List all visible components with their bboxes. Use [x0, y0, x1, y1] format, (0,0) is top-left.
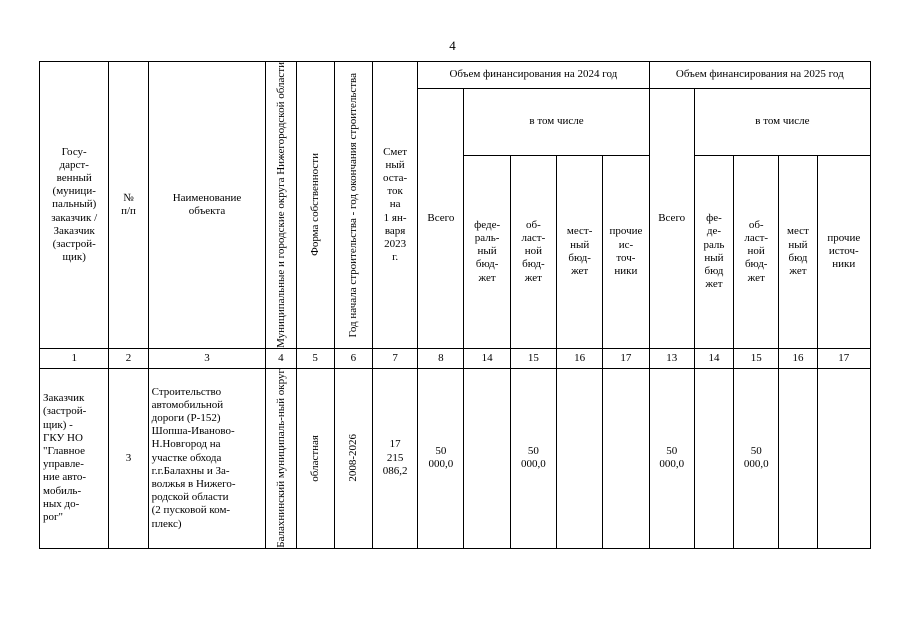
col-number: 13: [649, 348, 694, 368]
col-number: 15: [510, 348, 556, 368]
header-total-2025: Всего: [649, 89, 694, 349]
header-other-2024: прочие ис- точ- ники: [603, 155, 649, 348]
header-including-2025: в том числе: [694, 89, 870, 156]
row-other-2024: [603, 368, 649, 548]
header-other-2025: прочие источ- ники: [817, 155, 870, 348]
header-ownership-text: Форма собственности: [308, 153, 321, 257]
header-remainder: Смет ный оста- ток на 1 ян- варя 2023 г.: [372, 62, 417, 349]
col-number: 5: [296, 348, 334, 368]
col-number: 16: [779, 348, 817, 368]
col-number: 4: [266, 348, 296, 368]
row-total-2025: 50 000,0: [649, 368, 694, 548]
header-object-name: Наименование объекта: [148, 62, 266, 349]
header-fed-2025: фе- де- раль ный бюд жет: [694, 155, 733, 348]
page-number: 4: [449, 38, 456, 53]
row-municipal: [266, 368, 296, 548]
header-number: № п/п: [109, 62, 148, 349]
col-number: 7: [372, 348, 417, 368]
col-number: 17: [817, 348, 870, 368]
header-years: [334, 62, 372, 349]
row-number: 3: [109, 368, 148, 548]
col-number: 14: [464, 348, 510, 368]
header-loc-2024: мест- ный бюд- жет: [557, 155, 603, 348]
header-loc-2025: мест ный бюд жет: [779, 155, 817, 348]
header-funding-2025: Объем финансирования на 2025 год: [649, 62, 870, 89]
col-number: 8: [418, 348, 464, 368]
col-number: 14: [694, 348, 733, 368]
header-municipal-text: Муниципальные и городские округа Нижегородской области: [274, 62, 287, 348]
header-customer: Госу- дарст- венный (муници- пальный) заказчик / Заказчик (застрой- щик): [40, 62, 109, 349]
col-number: 1: [40, 348, 109, 368]
header-years-text: Год начала строительства - год окончания строительства: [347, 72, 360, 338]
row-remainder: 17 215 086,2: [372, 368, 417, 548]
row-reg-2024: 50 000,0: [510, 368, 556, 548]
row-object-name: Строительство автомобильной дороги (Р-152) Шопша-Иваново- Н.Новгород на участке обхода г.г.Балахны и За- волжья в Нижего- родской области (2 пусковой ком- плекс): [148, 368, 266, 548]
header-reg-2025: об- ласт- ной бюд- жет: [734, 155, 779, 348]
header-reg-2024: об- ласт- ной бюд- жет: [510, 155, 556, 348]
row-fed-2024: [464, 368, 510, 548]
header-ownership: [296, 62, 334, 349]
col-number: 17: [603, 348, 649, 368]
row-total-2024: 50 000,0: [418, 368, 464, 548]
col-number: 2: [109, 348, 148, 368]
row-loc-2024: [557, 368, 603, 548]
row-fed-2025: [694, 368, 733, 548]
col-number: 16: [557, 348, 603, 368]
row-customer: Заказчик (застрой- щик) - ГКУ НО "Главное управле- ние авто- мобиль- ных до- рог": [40, 368, 109, 548]
row-other-2025: [817, 368, 870, 548]
header-municipal: [266, 62, 296, 349]
row-ownership-text: областная: [308, 434, 321, 482]
row-loc-2025: [779, 368, 817, 548]
financing-table: [39, 61, 871, 549]
col-number: 3: [148, 348, 266, 368]
header-fed-2024: феде- раль- ный бюд- жет: [464, 155, 510, 348]
row-municipal-text: Балахнинский муниципаль-ный округ: [274, 368, 287, 548]
row-years: [334, 368, 372, 548]
row-reg-2025: 50 000,0: [734, 368, 779, 548]
row-ownership: [296, 368, 334, 548]
row-years-text: 2008-2026: [347, 434, 360, 483]
col-number: 15: [734, 348, 779, 368]
table-row: [40, 368, 871, 548]
header-funding-2024: Объем финансирования на 2024 год: [418, 62, 649, 89]
header-including-2024: в том числе: [464, 89, 649, 156]
col-number: 6: [334, 348, 372, 368]
header-total-2024: Всего: [418, 89, 464, 349]
